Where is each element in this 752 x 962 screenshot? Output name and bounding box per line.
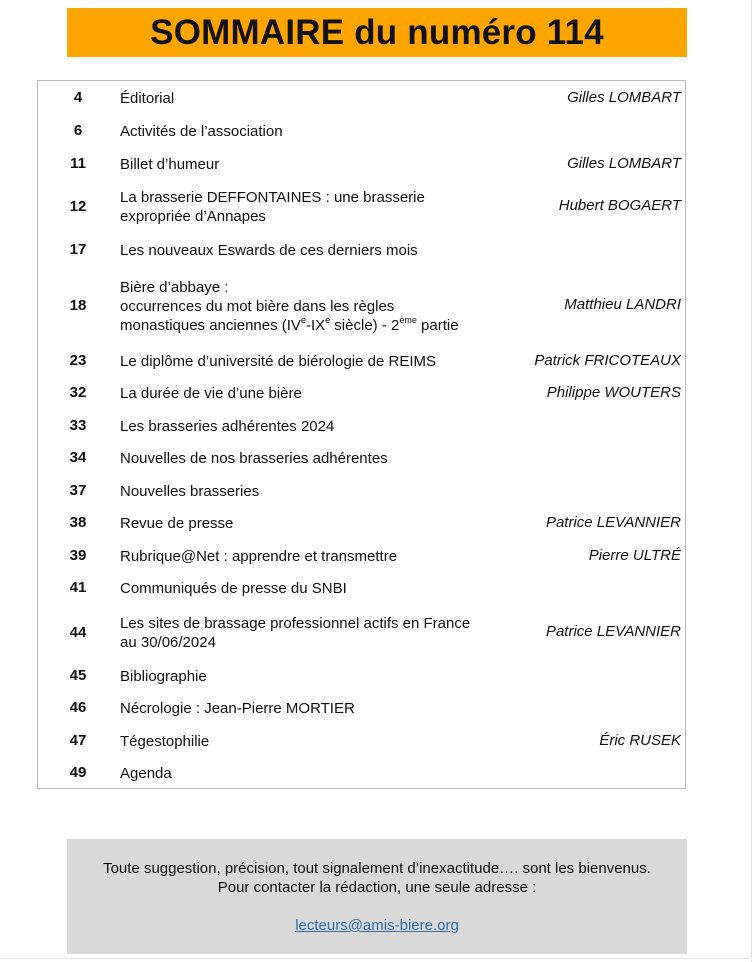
toc-title: Les nouveaux Eswards de ces derniers mois [120, 242, 418, 259]
toc-author: Pierre ULTRÉ [588, 547, 681, 564]
toc-title: Activités de l’association [120, 123, 283, 140]
toc-author: Éric RUSEK [599, 732, 681, 749]
toc-page-number: 44 [69, 624, 87, 641]
toc-title: Bière d’abbaye : occurrences du mot bière dans les règles monastiques anciennes (IVe-IXe siècle) - 2ème partie [120, 278, 510, 335]
toc-title: Les sites de brassage professionnel actifs en France au 30/06/2024 [120, 615, 471, 651]
toc-title: Communiqués de presse du SNBI [120, 580, 347, 597]
toc-page-number: 12 [69, 198, 87, 215]
toc-author: Hubert BOGAERT [558, 197, 681, 214]
toc-page-number: 18 [69, 297, 87, 314]
toc-title: La brasserie DEFFONTAINES : une brasserie expropriée d’Annapes [120, 189, 425, 225]
toc-title: Bibliographie [120, 668, 207, 685]
toc-page-number: 41 [69, 579, 87, 596]
toc-page-number: 11 [70, 155, 86, 172]
toc-page-number: 46 [69, 699, 87, 716]
toc-title: Nouvelles de nos brasseries adhérentes [120, 450, 388, 467]
footer-contact-text: Pour contacter la rédaction, une seule adresse : [217, 879, 537, 896]
toc-author: Gilles LOMBART [567, 155, 681, 172]
toc-page-number: 33 [69, 417, 87, 434]
toc-author: Patrick FRICOTEAUX [534, 352, 681, 369]
toc-title: Billet d’humeur [120, 156, 220, 173]
toc-author: Matthieu LANDRI [564, 296, 681, 313]
toc-title: Revue de presse [120, 515, 234, 532]
title-banner [67, 8, 687, 57]
toc-page-number: 4 [73, 89, 83, 106]
toc-page-number: 39 [69, 547, 87, 564]
toc-title: Tégestophilie [120, 733, 210, 750]
toc-page-number: 38 [69, 514, 87, 531]
toc-title: Nécrologie : Jean-Pierre MORTIER [120, 700, 355, 717]
toc-page-number: 49 [69, 764, 87, 781]
toc-title: La durée de vie d’une bière [120, 385, 302, 402]
footer-suggestion-text: Toute suggestion, précision, tout signalement d’inexactitude…. sont les bienvenus. [103, 860, 651, 877]
contact-box [67, 839, 687, 954]
toc-author: Patrice LEVANNIER [545, 623, 681, 640]
toc-title: Éditorial [120, 90, 175, 107]
toc-author: Patrice LEVANNIER [545, 514, 681, 531]
toc-title: Les brasseries adhérentes 2024 [120, 418, 335, 435]
toc-title: Rubrique@Net : apprendre et transmettre [120, 548, 398, 565]
toc-title-line-with-superscripts: monastiques anciennes (IVe-IXe siècle) - 2ème partie [120, 315, 459, 334]
toc-page-number: 34 [69, 449, 87, 466]
toc-title: Nouvelles brasseries [120, 483, 260, 500]
toc-title: Agenda [120, 765, 172, 782]
toc-title: Le diplôme d’université de biérologie de REIMS [120, 353, 437, 370]
toc-page-number: 47 [69, 732, 87, 749]
toc-page-number: 37 [69, 482, 87, 499]
toc-author: Philippe WOUTERS [546, 384, 681, 401]
page-title: SOMMAIRE du numéro 114 [150, 12, 604, 52]
toc-page-number: 23 [69, 352, 87, 369]
contact-email-link[interactable]: lecteurs@amis-biere.org [295, 917, 459, 934]
toc-page-number: 32 [69, 384, 87, 401]
toc-page-number: 17 [69, 241, 87, 258]
table-of-contents [37, 80, 686, 789]
toc-page-number: 6 [73, 122, 83, 139]
toc-author: Gilles LOMBART [567, 89, 681, 106]
toc-page-number: 45 [69, 667, 87, 684]
page-edge-bottom [0, 958, 752, 959]
